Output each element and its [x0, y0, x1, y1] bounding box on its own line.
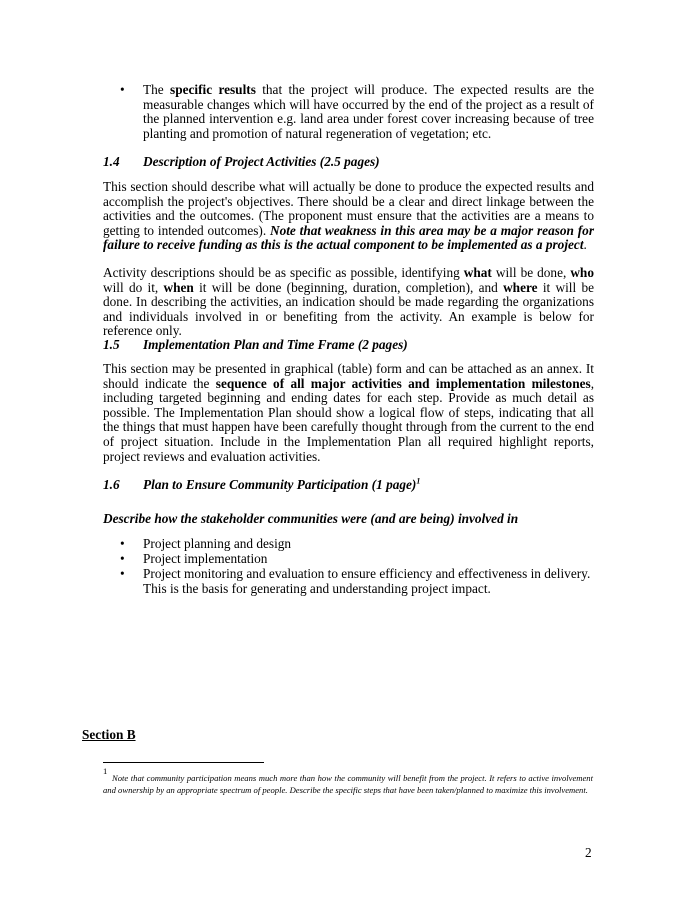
p2-c: will do it,: [103, 279, 164, 295]
footnote-text: Note that community participation means much more than how the community will benefit from the project. It refers to active involvement and ownership by an appropriate spectrum of people. Describe the specific steps that have been taken/planned to maximize this involvement.: [103, 773, 593, 795]
bullet-specific-results: [143, 83, 594, 141]
p3-a: This section may be presented in graphical (table) form and can be attached as an annex. It should indicate the: [103, 361, 594, 391]
p3-b: , including targeted beginning and ending dates for each step. Provide as much detail as possible. The Implementation Plan should show a logical flow of steps, indicating that all the things that must happen have been carefully thought through from the current to the end of project situation. Include in the Implementation Plan all required highlight reports, project reviews and evaluation activities.: [103, 375, 595, 464]
footnote-marker: 1: [103, 766, 108, 776]
p2-who: who: [570, 265, 594, 280]
heading-1-5-title: Implementation Plan and Time Frame (2 pages): [143, 337, 408, 352]
heading-1-4: [103, 155, 380, 170]
page-number: 2: [585, 845, 592, 860]
p2-a: Activity descriptions should be as specific as possible, identifying: [103, 265, 464, 280]
p2-e: it will be done. In describing the activities, an indication should be made regarding the organizations and individuals involved in or benefiting from the activity. An example is below for reference only.: [103, 279, 594, 339]
heading-1-4-number: 1.4: [103, 154, 120, 169]
bullet-item: Project monitoring and evaluation to ensure efficiency and effectiveness in delivery. This is the basis for generating and understanding project impact.: [143, 566, 591, 596]
bullet-prefix: The: [143, 82, 171, 97]
heading-1-4-title: Description of Project Activities (2.5 pages): [143, 154, 380, 169]
bullet-bold: specific results: [170, 82, 256, 97]
p1-emphasis: Note that weakness in this area may be a major reason for failure to receive funding as this is the actual component to be implemented as a project: [103, 222, 594, 253]
section-1-5-paragraph: [103, 362, 594, 464]
bullet-item: Project planning and design: [143, 536, 292, 551]
heading-1-5: [103, 338, 408, 353]
bullet-glyph: •: [120, 536, 125, 551]
bullet-glyph: •: [120, 551, 125, 566]
p3-bold: sequence of all major activities and implementation milestones: [215, 375, 591, 391]
p2-d: it will be done (beginning, duration, completion), and: [193, 279, 504, 295]
p2-where: where: [503, 279, 538, 295]
heading-1-6: [103, 478, 420, 493]
p2-what: what: [463, 265, 492, 280]
section-1-6-subheading: Describe how the stakeholder communities were (and are being) involved in: [103, 511, 519, 526]
p2-when: when: [163, 279, 194, 295]
footnote-reference[interactable]: 1: [416, 476, 421, 486]
footnote-separator: [103, 762, 264, 763]
heading-1-6-number: 1.6: [103, 477, 120, 492]
p1-end: .: [583, 237, 587, 253]
bullet-glyph: •: [120, 566, 125, 581]
bullet-rest: that the project will produce. The expected results are the measurable changes which will have occurred by the end of the project as a result of the planned intervention e.g. land area under forest cover increasing because of tree planting and promotion of natural regeneration of vegetation; etc.: [143, 82, 594, 141]
section-1-4-paragraph-2: [103, 266, 594, 339]
section-1-4-paragraph-1: [103, 180, 594, 253]
heading-1-5-number: 1.5: [103, 337, 120, 352]
bullet-item: Project implementation: [143, 551, 268, 566]
p1-text: This section should describe what will actually be done to produce the expected results and accomplish the project's objectives. There should be a clear and direct linkage between the activities and the outcomes. (The proponent must ensure that the activities are a means to getting to intended outcomes).: [103, 179, 594, 238]
bullet-glyph: •: [120, 82, 125, 97]
p2-b: will be done,: [491, 265, 571, 280]
heading-1-6-title: Plan to Ensure Community Participation (1 page): [143, 477, 417, 492]
section-b-heading: Section B: [82, 727, 136, 742]
